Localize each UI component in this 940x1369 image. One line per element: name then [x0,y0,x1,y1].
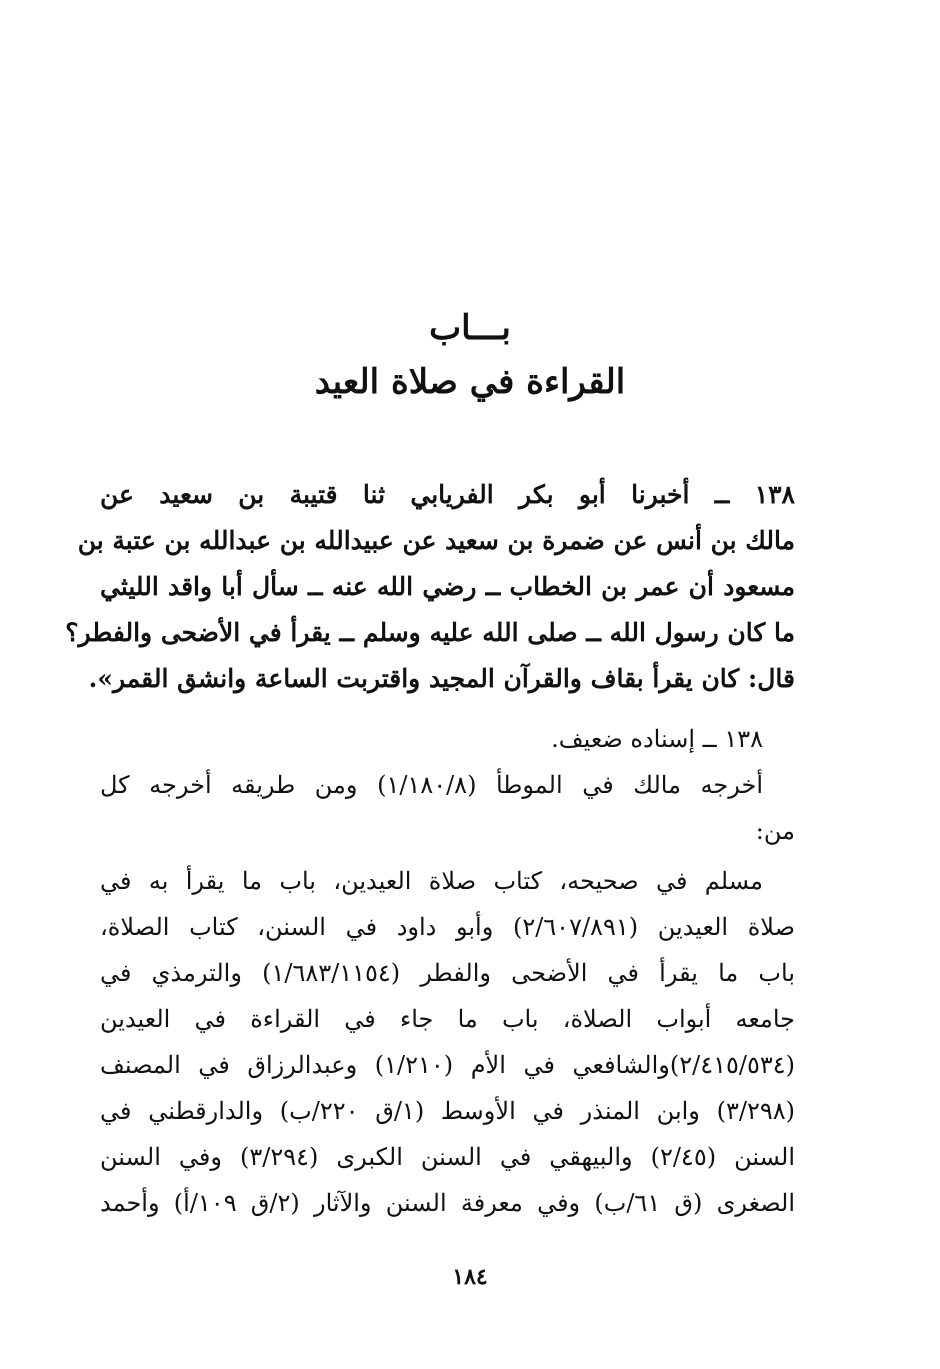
footnote-line: الصغرى (ق ٦١/ب) وفي معرفة السنن والآثار (٢/ق ١٠٩/أ) وأحمد [100,1189,796,1217]
chapter-title: القراءة في صلاة العيد [314,362,626,402]
chapter-label: بـــاب [429,308,511,348]
hadith-line: ١٣٨ ــ أخبرنا أبو بكر الفريابي ثنا قتيبة بن سعيد عن [100,480,795,509]
footnote-line: صلاة العيدين (٢/٦٠٧/٨٩١) وأبو داود في السنن، كتاب الصلاة، [100,913,795,941]
footnote-line: من: [755,817,795,845]
hadith-line: ما كان رسول الله ــ صلى الله عليه وسلم ــ يقرأ في الأضحى والفطر؟ [65,618,795,647]
page-number: ١٨٤ [452,1264,488,1290]
footnote-line: (٣/٢٩٨) وابن المنذر في الأوسط (١/ق ٢٢٠/ب) والدارقطني في [100,1097,795,1125]
hadith-line: مالك بن أنس عن ضمرة بن سعيد عن عبيدالله بن عبدالله بن عتبة بن [77,526,795,555]
footnote-line: ١٣٨ ــ إسناده ضعيف. [551,725,763,753]
footnote-line: (٢/٤١٥/٥٣٤)والشافعي في الأم (١/٢١٠) وعبدالرزاق في المصنف [100,1051,795,1079]
hadith-line: مسعود أن عمر بن الخطاب ــ رضي الله عنه ــ سأل أبا واقد الليثي [100,572,795,601]
hadith-line: قال: كان يقرأ بقاف والقرآن المجيد واقتربت الساعة وانشق القمر». [88,664,795,693]
footnote-grading [100,716,795,762]
footnote-line: جامعه أبواب الصلاة، باب ما جاء في القراءة في العيدين [100,1005,795,1033]
footnote-source [100,762,795,854]
footnote-line: مسلم في صحيحه، كتاب صلاة العيدين، باب ما يقرأ به في [100,867,763,895]
footnote-line: السنن (٢/٤٥) والبيهقي في السنن الكبرى (٣/٢٩٤) وفي السنن [100,1143,795,1171]
footnote-references [100,858,795,1226]
hadith-text [65,472,795,702]
footnote-line: باب ما يقرأ في الأضحى والفطر (١/٦٨٣/١١٥٤) والترمذي في [100,959,796,987]
footnote-line: أخرجه مالك في الموطأ (١/١٨٠/٨) ومن طريقه أخرجه كل [100,771,763,799]
